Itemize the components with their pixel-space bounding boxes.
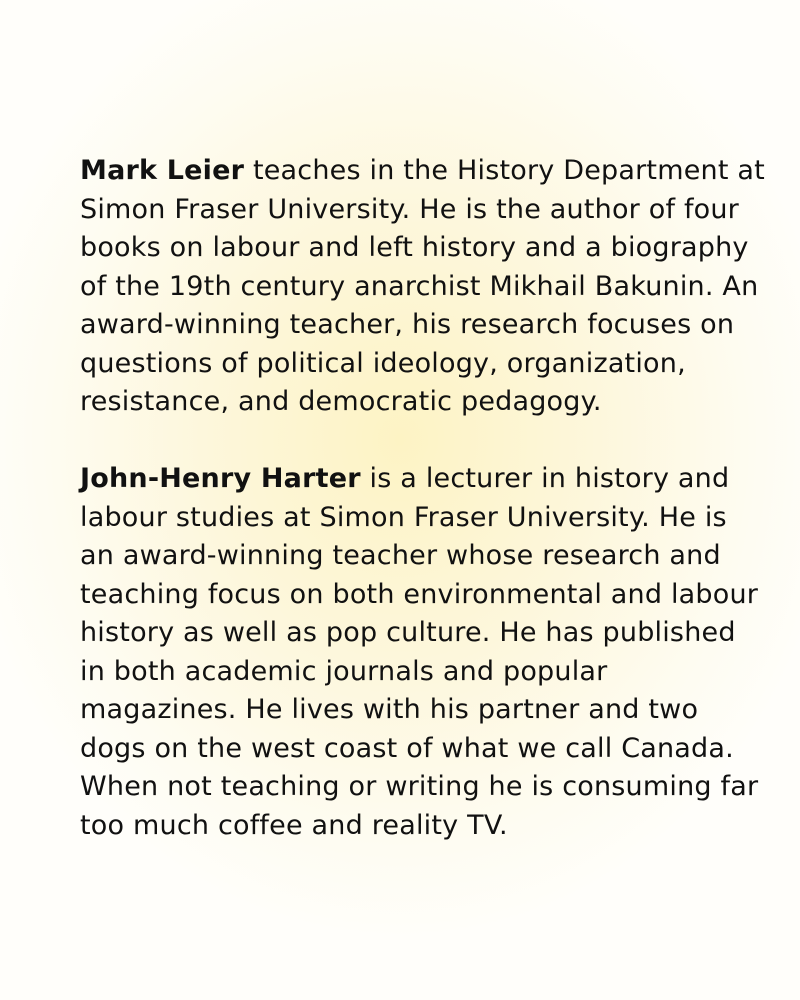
author-name: John-Henry Harter xyxy=(80,463,361,494)
bio-mark-leier xyxy=(80,152,765,422)
bio-line xyxy=(80,460,730,499)
bio-line: questions of political ideology, organization, xyxy=(80,347,686,379)
bio-line: labour studies at Simon Fraser University. He is xyxy=(80,501,727,533)
bio-line: dogs on the west coast of what we call Canada. xyxy=(80,732,734,764)
bio-line: resistance, and democratic pedagogy. xyxy=(80,386,602,417)
bio-line xyxy=(80,152,765,191)
bio-line: books on labour and left history and a biography xyxy=(80,232,749,263)
bio-line: magazines. He lives with his partner and two xyxy=(80,694,699,725)
bio-line: award-winning teacher, his research focuses on xyxy=(80,309,735,340)
bio-text: is a lecturer in history and xyxy=(360,463,730,494)
bio-line: too much coffee and reality TV. xyxy=(80,809,508,841)
bio-line: teaching focus on both environmental and labour xyxy=(80,578,759,610)
bio-line: of the 19th century anarchist Mikhail Bakunin. An xyxy=(80,270,759,302)
bio-line: an award-winning teacher whose research and xyxy=(80,540,721,571)
bio-line: When not teaching or writing he is consuming far xyxy=(80,771,759,802)
bio-john-henry-harter xyxy=(80,460,759,845)
author-name: Mark Leier xyxy=(80,155,245,186)
bio-line: history as well as pop culture. He has published xyxy=(80,617,736,648)
bio-text: teaches in the History Department at xyxy=(244,155,765,186)
bio-line: Simon Fraser University. He is the author of four xyxy=(80,193,739,225)
bio-line: in both academic journals and popular xyxy=(80,655,608,687)
